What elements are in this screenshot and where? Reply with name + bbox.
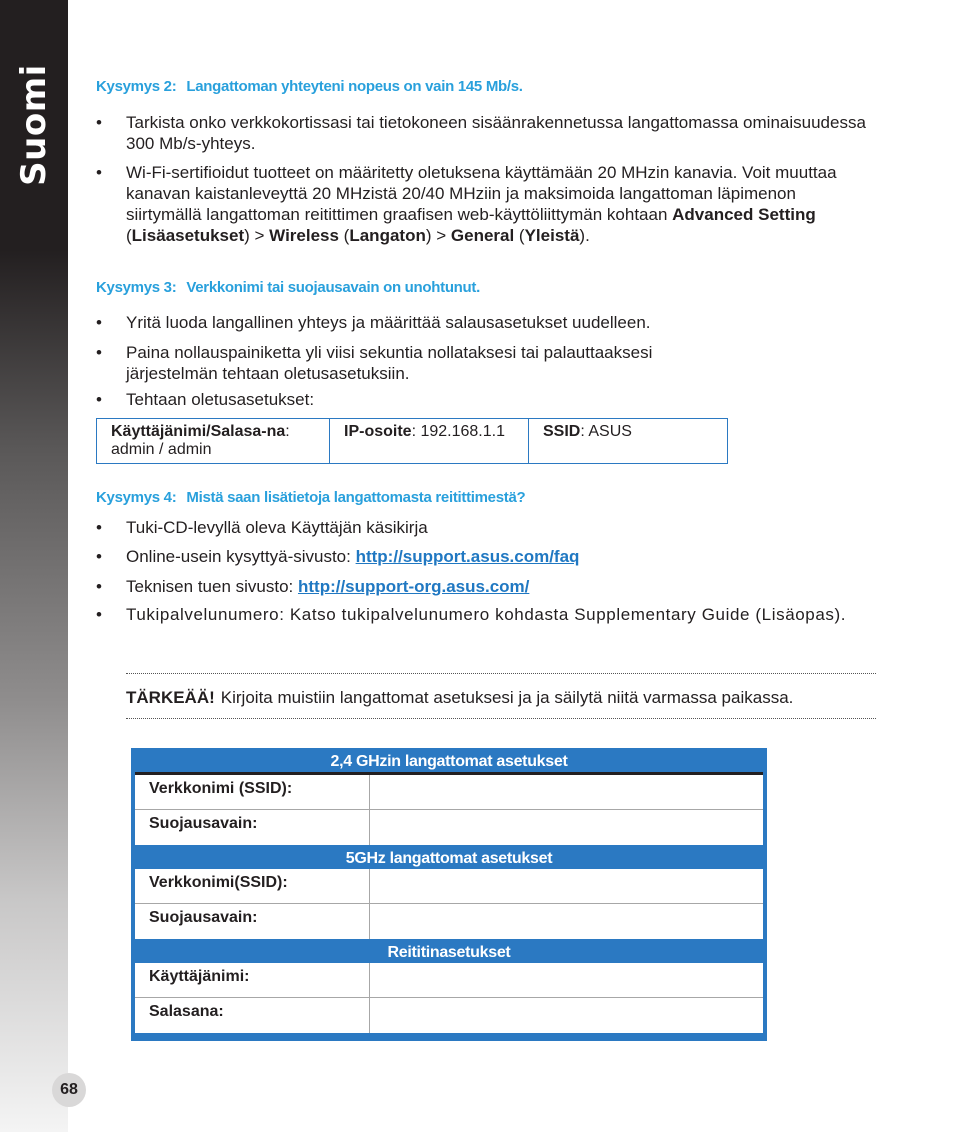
question-2-heading bbox=[96, 78, 523, 95]
question-4-label: Kysymys 4: bbox=[96, 489, 177, 506]
list-item-text: Paina nollauspainiketta yli viisi sekuntia nollataksesi tai palauttaaksesi järjestelmän tehtaan oletusasetuksiin. bbox=[126, 343, 653, 383]
support-link[interactable]: http://support-org.asus.com/ bbox=[297, 577, 530, 596]
list-item-text: Wi-Fi-sertifioidut tuotteet on määritetty oletuksena käyttämään 20 MHzin kanavia. Voit muuttaa kanavan kaistanleveyttä 20 MHzistä 20/40 MHziin ja maksimoida langattoman läpimenon siirtymällä langattoman reitittimen graafisen web-käyttöliittymän kohtaan Advanced Setting (Lisäasetukset) > Wireless (Langaton) > General (Yleistä). bbox=[126, 163, 837, 245]
bullet-icon: • bbox=[96, 313, 102, 332]
field-label: Suojausavain: bbox=[135, 904, 370, 939]
list-item-text: Yritä luoda langallinen yhteys ja määrittää salausasetukset uudelleen. bbox=[126, 313, 651, 332]
form-row-ssid-2-4ghz bbox=[135, 775, 763, 810]
bullet-icon: • bbox=[96, 547, 102, 566]
section-header-2-4ghz: 2,4 GHzin langattomat asetukset bbox=[135, 748, 763, 775]
form-row-password bbox=[135, 998, 763, 1033]
bullet-icon: • bbox=[96, 577, 102, 596]
language-sidebar bbox=[0, 0, 68, 1132]
list-item-text: Online-usein kysyttyä-sivusto: http://support.asus.com/faq bbox=[126, 547, 580, 566]
divider-bottom bbox=[126, 718, 876, 719]
important-label: TÄRKEÄÄ! bbox=[126, 688, 215, 707]
bullet-icon: • bbox=[96, 605, 102, 624]
list-item-text: Tukipalvelunumero: Katso tukipalvelunumero kohdasta Supplementary Guide (Lisäopas). bbox=[126, 605, 847, 624]
divider-top bbox=[126, 673, 876, 674]
sidebar-language-title: Suomi bbox=[14, 64, 54, 186]
question-4-title: Mistä saan lisätietoja langattomasta reitittimestä? bbox=[186, 489, 526, 506]
field-label: Salasana: bbox=[135, 998, 370, 1033]
question-3-label: Kysymys 3: bbox=[96, 279, 177, 296]
faq-link[interactable]: http://support.asus.com/faq bbox=[355, 547, 580, 566]
default-ip-cell: IP-osoite: 192.168.1.1 bbox=[330, 419, 529, 463]
page-number: 68 bbox=[52, 1073, 86, 1107]
wireless-settings-form bbox=[131, 748, 767, 1041]
list-item-text: Teknisen tuen sivusto: http://support-org.asus.com/ bbox=[126, 577, 530, 596]
list-item-text: Tehtaan oletusasetukset: bbox=[126, 390, 315, 409]
bullet-icon: • bbox=[96, 518, 102, 537]
form-row-ssid-5ghz bbox=[135, 869, 763, 904]
password-field[interactable] bbox=[370, 998, 763, 1033]
question-4-heading bbox=[96, 489, 525, 506]
bullet-icon: • bbox=[96, 113, 102, 132]
default-ssid-cell: SSID: ASUS bbox=[543, 423, 632, 440]
list-item-text: Tuki-CD-levyllä oleva Käyttäjän käsikirja bbox=[126, 518, 428, 537]
section-header-5ghz: 5GHz langattomat asetukset bbox=[345, 850, 553, 867]
default-credentials-cell: Käyttäjänimi/Salasa-na: admin / admin bbox=[97, 419, 330, 463]
field-label: Käyttäjänimi: bbox=[135, 963, 370, 997]
bullet-icon: • bbox=[96, 390, 102, 409]
factory-defaults-table bbox=[96, 418, 728, 464]
question-3-title: Verkkonimi tai suojausavain on unohtunut. bbox=[186, 279, 480, 296]
field-label: Verkkonimi (SSID): bbox=[135, 775, 370, 809]
field-label: Suojausavain: bbox=[135, 810, 370, 845]
section-header-router: Reititinasetukset bbox=[387, 944, 511, 961]
key-5ghz-field[interactable] bbox=[370, 904, 763, 939]
bullet-icon: • bbox=[96, 163, 102, 182]
important-note bbox=[126, 688, 793, 708]
question-3-heading bbox=[96, 279, 480, 296]
question-2-title: Langattoman yhteyteni nopeus on vain 145 Mb/s. bbox=[186, 78, 523, 95]
ssid-2-4ghz-field[interactable] bbox=[370, 775, 763, 809]
important-text: Kirjoita muistiin langattomat asetuksesi ja ja säilytä niitä varmassa paikassa. bbox=[220, 688, 794, 707]
list-item-text: Tarkista onko verkkokortissasi tai tietokoneen sisäänrakennetussa langattomassa ominaisuudessa 300 Mb/s-yhteys. bbox=[126, 113, 866, 153]
form-row-username bbox=[135, 963, 763, 998]
form-row-key-5ghz bbox=[135, 904, 763, 939]
username-field[interactable] bbox=[370, 963, 763, 997]
form-row-key-2-4ghz bbox=[135, 810, 763, 845]
field-label: Verkkonimi(SSID): bbox=[135, 869, 370, 903]
bullet-icon: • bbox=[96, 343, 102, 362]
question-2-label: Kysymys 2: bbox=[96, 78, 177, 95]
key-2-4ghz-field[interactable] bbox=[370, 810, 763, 845]
ssid-5ghz-field[interactable] bbox=[370, 869, 763, 903]
